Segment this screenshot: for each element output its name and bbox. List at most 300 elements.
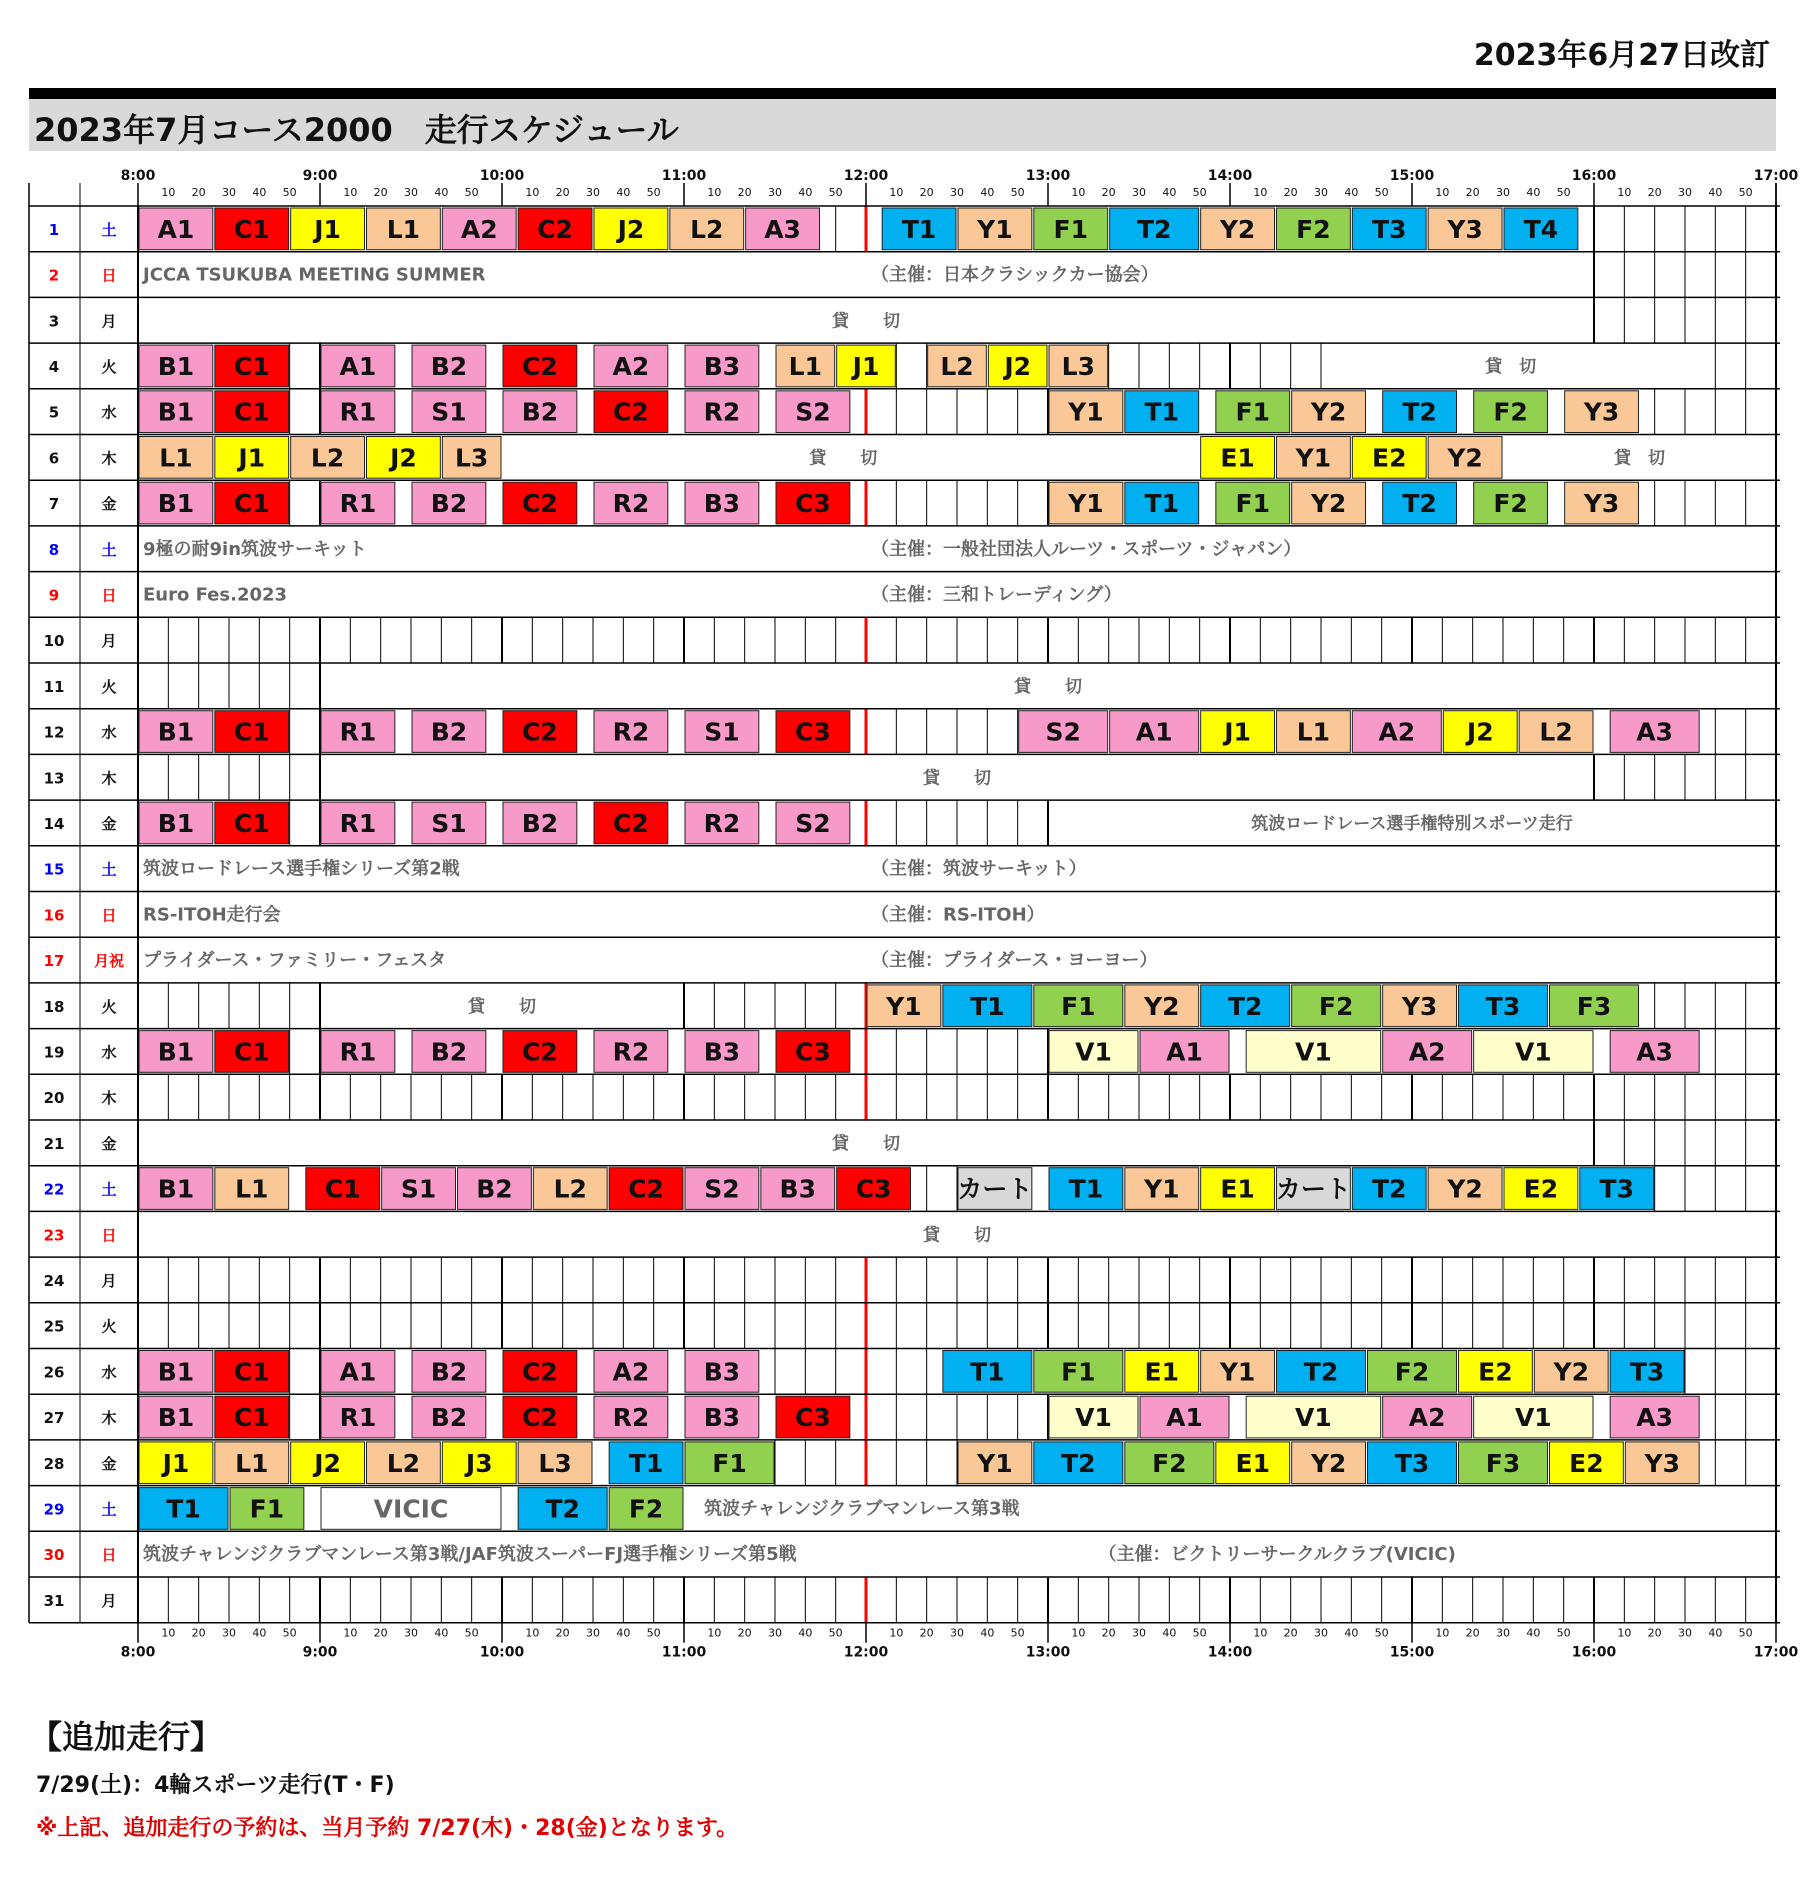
- charter-text: 貸 切: [832, 311, 900, 332]
- event-text: （主催：プライダース・ヨーヨー）: [871, 950, 1158, 972]
- session-label: E1: [1144, 1357, 1179, 1387]
- minute-label: 20: [1647, 1626, 1662, 1640]
- minute-label: 40: [616, 1626, 631, 1640]
- minute-label: 10: [1253, 1626, 1268, 1640]
- session-label: C1: [233, 489, 270, 519]
- minute-label: 50: [464, 1626, 479, 1640]
- minute-label: 30: [404, 186, 418, 199]
- charter-text: 貸 切: [1614, 448, 1665, 469]
- minute-label: 40: [1526, 186, 1541, 199]
- session-label: R1: [339, 1037, 377, 1067]
- weekday: 月: [101, 632, 117, 651]
- session-label: V1: [1514, 1037, 1552, 1067]
- event-text: 9極の耐9in筑波サーキット: [143, 538, 367, 560]
- hour-label: 14:00: [1207, 168, 1253, 184]
- minute-label: 10: [1253, 186, 1268, 199]
- session-label: R2: [612, 1037, 650, 1067]
- session-label: F2: [628, 1494, 664, 1524]
- session-label: T3: [1629, 1357, 1665, 1387]
- day-number: 11: [43, 677, 65, 696]
- session-label: E1: [1220, 443, 1255, 473]
- session-label: S2: [795, 808, 831, 838]
- session-label: B1: [157, 1357, 195, 1387]
- session-label: F3: [1485, 1448, 1521, 1478]
- session-label: L3: [538, 1448, 572, 1478]
- session-label: Y2: [1553, 1357, 1589, 1387]
- minute-label: 50: [646, 1626, 661, 1640]
- session-label: B2: [430, 1403, 468, 1433]
- weekday: 木: [101, 769, 117, 788]
- event-text: 筑波チャレンジクラブマンレース第3戦: [704, 1498, 1020, 1520]
- hour-label: 10:00: [479, 168, 525, 184]
- weekday: 火: [101, 677, 117, 696]
- event-text: （主催：RS-ITOH）: [871, 904, 1045, 926]
- minute-label: 40: [798, 186, 813, 199]
- session-label: B2: [430, 351, 468, 381]
- session-label: L2: [690, 214, 724, 244]
- session-label: L1: [386, 214, 421, 244]
- weekday: 日: [101, 1546, 117, 1565]
- session-label: E2: [1523, 1174, 1559, 1204]
- weekday: 水: [101, 403, 117, 422]
- weekday: 日: [101, 906, 117, 925]
- session-label: S1: [400, 1174, 437, 1204]
- minute-label: 20: [191, 186, 206, 199]
- session-label: L1: [235, 1448, 269, 1478]
- day-number: 26: [43, 1363, 65, 1382]
- minute-label: 20: [1101, 186, 1116, 199]
- hour-label: 12:00: [843, 168, 889, 184]
- session-label: R2: [612, 717, 650, 747]
- minute-label: 30: [404, 1626, 418, 1640]
- session-label: T3: [1599, 1174, 1634, 1204]
- additional-line: 7/29(土)：4輪スポーツ走行(T・F): [36, 1773, 395, 1798]
- hour-label: 16:00: [1571, 1644, 1617, 1661]
- day-number: 3: [48, 312, 60, 331]
- session-label: F1: [249, 1494, 285, 1524]
- minute-label: 40: [616, 186, 631, 199]
- hour-label: 15:00: [1389, 1644, 1435, 1661]
- session-label: T2: [1227, 991, 1263, 1021]
- minute-label: 40: [1162, 1626, 1177, 1640]
- weekday: 火: [101, 357, 117, 376]
- session-label: T2: [1061, 1448, 1096, 1478]
- session-label: J2: [314, 1448, 341, 1478]
- minute-label: 50: [1738, 1626, 1753, 1640]
- minute-label: 30: [222, 1626, 236, 1640]
- session-label: L2: [310, 443, 345, 473]
- day-number: 8: [48, 540, 60, 559]
- session-label: B2: [430, 489, 468, 519]
- minute-label: 10: [525, 186, 540, 199]
- day-number: 19: [43, 1043, 65, 1062]
- session-label: C1: [233, 1037, 270, 1067]
- hour-label: 9:00: [302, 168, 338, 184]
- session-label: E2: [1569, 1448, 1604, 1478]
- weekday: 日: [101, 1226, 117, 1245]
- day-number: 16: [43, 906, 65, 925]
- minute-label: 20: [191, 1626, 206, 1640]
- session-label: Y1: [977, 1448, 1013, 1478]
- day-number: 10: [43, 632, 65, 651]
- session-label: B1: [157, 808, 195, 838]
- weekday: 月: [101, 1591, 117, 1610]
- session-label: F1: [1235, 397, 1270, 427]
- session-label: B1: [157, 1403, 195, 1433]
- day-number: 30: [43, 1546, 65, 1565]
- minute-label: 10: [1435, 1626, 1450, 1640]
- minute-label: 10: [161, 1626, 176, 1640]
- event-text: （主催：筑波サーキット）: [871, 858, 1087, 880]
- event-text: （主催：ビクトリーサークルクラブ(VICIC): [1098, 1544, 1456, 1566]
- minute-label: 30: [222, 186, 236, 199]
- event-text: プライダース・ファミリー・フェスタ: [143, 950, 447, 972]
- session-label: C3: [795, 1037, 831, 1067]
- session-label: S1: [704, 717, 740, 747]
- session-label: L1: [1296, 717, 1331, 747]
- minute-label: 30: [950, 186, 964, 199]
- additional-note: ※上記、追加走行の予約は、当月予約 7/27(木)・28(金)となります。: [36, 1816, 739, 1841]
- hour-label: 10:00: [479, 1644, 525, 1661]
- hour-label: 15:00: [1389, 168, 1435, 184]
- hour-label: 17:00: [1753, 168, 1799, 184]
- minute-label: 30: [768, 186, 782, 199]
- session-label: C2: [522, 489, 558, 519]
- minute-label: 40: [434, 1626, 449, 1640]
- event-text: （主催：一般社団法人ルーツ・スポーツ・ジャパン）: [871, 538, 1302, 560]
- day-number: 28: [43, 1454, 65, 1473]
- hour-label: 8:00: [120, 1644, 156, 1661]
- session-label: J2: [1004, 351, 1032, 381]
- session-label: R1: [339, 717, 377, 747]
- charter-text: 貸 切: [468, 996, 536, 1017]
- session-label: B2: [430, 1037, 468, 1067]
- minute-label: 20: [1465, 186, 1480, 199]
- weekday: 火: [101, 1317, 117, 1336]
- charter-text: 貸 切: [923, 1225, 991, 1246]
- session-label: C2: [613, 808, 649, 838]
- weekday: 土: [101, 1500, 117, 1519]
- weekday: 水: [101, 723, 117, 742]
- minute-label: 50: [1556, 1626, 1571, 1640]
- session-label: J1: [1224, 717, 1251, 747]
- session-label: A1: [1166, 1403, 1203, 1433]
- weekday: 水: [101, 1363, 117, 1382]
- minute-label: 10: [1617, 186, 1632, 199]
- day-number: 9: [48, 586, 60, 605]
- session-label: T1: [166, 1494, 201, 1524]
- session-label: T2: [1303, 1357, 1339, 1387]
- weekday: 金: [101, 495, 117, 514]
- day-number: 4: [48, 357, 60, 376]
- session-label: A1: [339, 351, 377, 381]
- session-label: L2: [386, 1448, 421, 1478]
- session-label: C1: [233, 1357, 270, 1387]
- session-label: J3: [465, 1448, 493, 1478]
- session-label: A2: [612, 351, 650, 381]
- weekday: 木: [101, 1089, 117, 1108]
- session-label: S2: [1045, 717, 1081, 747]
- session-label: F2: [1152, 1448, 1187, 1478]
- minute-label: 30: [1678, 1626, 1692, 1640]
- charter-text: 筑波ロードレース選手権特別スポーツ走行: [1251, 813, 1573, 834]
- session-label: T1: [1144, 397, 1179, 427]
- day-number: 24: [43, 1271, 65, 1290]
- day-number: 12: [43, 723, 65, 742]
- session-label: J1: [852, 351, 880, 381]
- session-label: R2: [612, 489, 650, 519]
- weekday: 金: [101, 1134, 117, 1153]
- minute-label: 20: [1465, 1626, 1480, 1640]
- session-label: B3: [703, 351, 741, 381]
- session-label: R1: [339, 397, 377, 427]
- session-label: J1: [162, 1448, 190, 1478]
- session-label: Y2: [1310, 489, 1347, 519]
- session-label: F1: [1061, 1357, 1096, 1387]
- minute-label: 30: [1132, 1626, 1146, 1640]
- session-label: T3: [1485, 991, 1521, 1021]
- session-label: B1: [157, 717, 195, 747]
- session-label: T1: [970, 991, 1005, 1021]
- minute-label: 40: [980, 1626, 995, 1640]
- minute-label: 20: [919, 1626, 934, 1640]
- minute-label: 50: [646, 186, 661, 199]
- session-label: A2: [1408, 1037, 1446, 1067]
- minute-label: 50: [1374, 186, 1389, 199]
- charter-text: 貸 切: [809, 448, 878, 469]
- event-text: 筑波ロードレース選手権シリーズ第2戦: [143, 858, 460, 880]
- session-label: B2: [476, 1174, 513, 1204]
- session-label: J2: [617, 214, 645, 244]
- minute-label: 10: [707, 186, 722, 199]
- minute-label: 10: [1071, 186, 1086, 199]
- session-label: B1: [157, 397, 195, 427]
- session-label: C1: [233, 717, 270, 747]
- session-label: L2: [940, 351, 974, 381]
- session-label: B3: [703, 1037, 741, 1067]
- session-label: S1: [431, 397, 467, 427]
- session-label: A1: [339, 1357, 377, 1387]
- session-label: Y2: [1447, 1174, 1483, 1204]
- minute-label: 40: [1162, 186, 1177, 199]
- day-number: 15: [43, 860, 65, 879]
- session-label: F3: [1576, 991, 1612, 1021]
- session-label: C1: [233, 1403, 270, 1433]
- session-label: Y2: [1310, 397, 1347, 427]
- session-label: C1: [233, 397, 270, 427]
- minute-label: 10: [1071, 1626, 1086, 1640]
- session-label: B1: [157, 351, 195, 381]
- session-label: J1: [238, 443, 266, 473]
- session-label: J2: [1466, 717, 1494, 747]
- minute-label: 40: [1708, 186, 1723, 199]
- session-label: T3: [1372, 214, 1407, 244]
- session-label: T1: [901, 214, 937, 244]
- minute-label: 30: [1132, 186, 1146, 199]
- session-label: C2: [613, 397, 649, 427]
- session-label: L3: [1061, 351, 1095, 381]
- hour-label: 9:00: [302, 1644, 338, 1661]
- session-label: V1: [1514, 1403, 1552, 1433]
- session-label: T4: [1523, 214, 1559, 244]
- session-label: Y2: [1219, 214, 1256, 244]
- session-label: Y3: [1447, 214, 1483, 244]
- minute-label: 40: [1526, 1626, 1541, 1640]
- hour-label: 12:00: [843, 1644, 889, 1661]
- minute-label: 20: [373, 186, 388, 199]
- minute-label: 20: [555, 186, 570, 199]
- session-label: Y1: [1068, 489, 1104, 519]
- minute-label: 30: [768, 1626, 782, 1640]
- weekday: 火: [101, 997, 117, 1016]
- session-label: C2: [537, 214, 573, 244]
- day-number: 13: [43, 769, 65, 788]
- minute-label: 30: [950, 1626, 964, 1640]
- session-label: Y3: [1401, 991, 1438, 1021]
- event-text: RS-ITOH走行会: [143, 904, 281, 926]
- minute-label: 50: [1192, 1626, 1207, 1640]
- session-label: Y1: [1144, 1174, 1180, 1204]
- minute-label: 50: [282, 1626, 297, 1640]
- hour-label: 8:00: [120, 168, 156, 184]
- session-label: J1: [314, 214, 341, 244]
- event-text: Euro Fes.2023: [143, 584, 288, 606]
- session-label: B1: [157, 1174, 195, 1204]
- minute-label: 40: [1344, 186, 1359, 199]
- session-label: V1: [1295, 1403, 1332, 1433]
- session-label: S1: [431, 808, 467, 838]
- minute-label: 40: [798, 1626, 813, 1640]
- session-label: Y3: [1583, 489, 1620, 519]
- minute-label: 20: [1283, 1626, 1298, 1640]
- session-label: A3: [764, 214, 801, 244]
- event-text: 筑波チャレンジクラブマンレース第3戦/JAF筑波スーパーFJ選手権シリーズ第5戦: [143, 1544, 797, 1566]
- day-number: 31: [43, 1591, 65, 1610]
- session-label: F1: [1061, 991, 1096, 1021]
- minute-label: 50: [282, 186, 297, 199]
- minute-label: 10: [343, 1626, 358, 1640]
- session-label: Y2: [1310, 1448, 1347, 1478]
- minute-label: 30: [1314, 186, 1328, 199]
- day-number: 18: [43, 997, 65, 1016]
- session-label: カート: [1275, 1174, 1351, 1204]
- minute-label: 10: [161, 186, 176, 199]
- session-label: Y1: [886, 991, 922, 1021]
- day-number: 22: [43, 1180, 65, 1199]
- session-label: Y3: [1583, 397, 1620, 427]
- minute-label: 40: [252, 1626, 267, 1640]
- session-label: T3: [1394, 1448, 1430, 1478]
- additional-title: 【追加走行】: [30, 1718, 223, 1756]
- charter-text: 貸 切: [1014, 676, 1082, 697]
- session-label: F2: [1318, 991, 1354, 1021]
- hour-label: 11:00: [661, 168, 707, 184]
- session-label: B2: [521, 397, 559, 427]
- minute-label: 20: [1101, 1626, 1116, 1640]
- session-label: J2: [390, 443, 417, 473]
- session-label: T1: [1068, 1174, 1104, 1204]
- revision-date: 2023年6月27日改訂: [1473, 38, 1770, 73]
- minute-label: 20: [1283, 186, 1298, 199]
- event-text: （主催：三和トレーディング）: [871, 584, 1122, 606]
- weekday: 金: [101, 814, 117, 833]
- day-number: 23: [43, 1226, 65, 1245]
- weekday: 日: [101, 586, 117, 605]
- minute-label: 10: [889, 1626, 904, 1640]
- weekday: 土: [101, 860, 117, 879]
- session-label: T2: [1402, 489, 1437, 519]
- hour-label: 11:00: [661, 1644, 707, 1661]
- day-number: 7: [48, 495, 60, 514]
- session-label: A2: [1408, 1403, 1446, 1433]
- minute-label: 40: [980, 186, 995, 199]
- session-label: R1: [339, 808, 377, 838]
- session-label: B2: [430, 717, 468, 747]
- minute-label: 50: [1374, 1626, 1389, 1640]
- minute-label: 30: [1496, 186, 1510, 199]
- session-label: E2: [1478, 1357, 1513, 1387]
- minute-label: 50: [1192, 186, 1207, 199]
- minute-label: 30: [586, 186, 600, 199]
- session-label: C2: [522, 1403, 558, 1433]
- day-number: 25: [43, 1317, 65, 1336]
- minute-label: 20: [919, 186, 934, 199]
- session-label: C2: [628, 1174, 664, 1204]
- session-label: A2: [460, 214, 498, 244]
- session-label: L1: [159, 443, 193, 473]
- minute-label: 50: [828, 186, 843, 199]
- minute-label: 40: [434, 186, 449, 199]
- session-label: R2: [703, 808, 741, 838]
- minute-label: 50: [1738, 186, 1753, 199]
- session-label: B2: [430, 1357, 468, 1387]
- session-label: C3: [855, 1174, 892, 1204]
- charter-text: 貸 切: [1485, 356, 1537, 377]
- weekday: 日: [101, 266, 117, 285]
- minute-label: 10: [707, 1626, 722, 1640]
- minute-label: 20: [737, 186, 752, 199]
- hour-label: 17:00: [1753, 1644, 1799, 1661]
- hour-label: 13:00: [1025, 1644, 1071, 1661]
- minute-label: 30: [1314, 1626, 1328, 1640]
- minute-label: 50: [1556, 186, 1571, 199]
- session-label: C2: [522, 1037, 558, 1067]
- session-label: B3: [779, 1174, 816, 1204]
- minute-label: 20: [555, 1626, 570, 1640]
- session-label: F2: [1296, 214, 1331, 244]
- session-label: F1: [1053, 214, 1088, 244]
- session-label: V1: [1075, 1403, 1112, 1433]
- session-label: Y1: [1219, 1357, 1256, 1387]
- session-label: V1: [1295, 1037, 1332, 1067]
- minute-label: 40: [252, 186, 267, 199]
- session-label: Y1: [977, 214, 1013, 244]
- weekday: 金: [101, 1454, 117, 1473]
- page-title: 2023年7月コース2000 走行スケジュール: [34, 111, 679, 149]
- session-label: A1: [157, 214, 195, 244]
- session-label: C2: [522, 351, 558, 381]
- minute-label: 20: [1647, 186, 1662, 199]
- session-label: C2: [522, 717, 558, 747]
- session-label: L1: [235, 1174, 269, 1204]
- session-label: B3: [703, 489, 741, 519]
- minute-label: 10: [1617, 1626, 1632, 1640]
- hour-label: 13:00: [1025, 168, 1071, 184]
- session-label: E2: [1372, 443, 1407, 473]
- weekday: 水: [101, 1043, 117, 1062]
- session-label: C1: [233, 214, 270, 244]
- session-label: R2: [703, 397, 741, 427]
